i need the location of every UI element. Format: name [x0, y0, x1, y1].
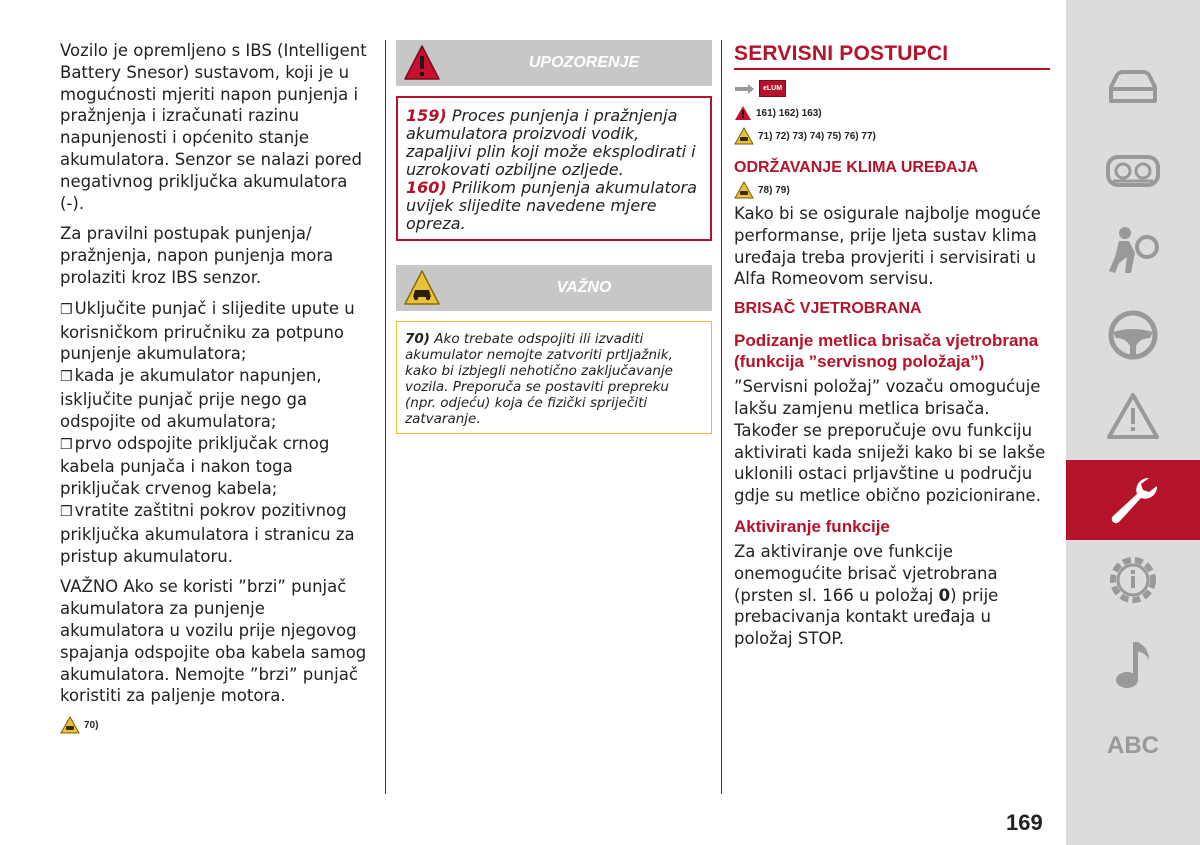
warning-panel-header [396, 40, 712, 86]
checkbox-bullet-icon: ❒ [60, 369, 73, 386]
warning-title: UPOZORENJE [528, 54, 640, 71]
important-references[interactable]: 71) 72) 73) 74) 75) 76) 77) [734, 127, 1050, 145]
important-item: 70) Ako trebate odspojiti ili izvaditi akumulator nemojte zatvoriti prtljažnik, kako bi izbjegli nehotično zaključavanje vozila. Preporuča se postaviti prepreku (npr. odjeću) koja će fizički spriječiti zatvaranje. [405, 331, 673, 427]
list-item: ❒ kada je akumulator napunjen, isključite punjač prije nego ga odspojite od akumulatora; [60, 366, 322, 431]
index-abc-link[interactable]: ABC [1107, 732, 1159, 759]
column-middle [396, 40, 712, 434]
warning-references[interactable]: 161) 162) 163) [734, 105, 1050, 121]
wrench-icon[interactable] [1066, 460, 1200, 540]
charging-paragraph: Za pravilni postupak punjenja/ pražnjenja, napon punjenja mora prolaziti kroz IBS senzor. [60, 224, 334, 287]
heading-brisac: BRISAČ VJETROBRANA [734, 300, 922, 318]
list-item: ❒ prvo odspojite priključak crnog kabela punjača i nakon toga priključak crvenog kabela; [60, 433, 330, 499]
bullet-list [60, 298, 372, 568]
hand-pointer-icon [734, 82, 756, 96]
chapter-sidebar [1066, 0, 1200, 845]
music-note-icon[interactable] [1066, 624, 1200, 704]
important-paragraph: VAŽNO Ako se koristi ”brzi” punjač akumulatora za punjenje akumulatora u vozilu prije njegovog spajanja odspojite oba kabela samog akumulatora. Nemojte ”brzi” punjač koristiti za paljenje motora. [60, 577, 367, 706]
warning-box [396, 96, 712, 241]
heading-klima: ODRŽAVANJE KLIMA UREĐAJA [734, 159, 979, 176]
warning-triangle-icon[interactable] [1066, 376, 1200, 456]
heading-aktiviranje: Aktiviranje funkcije [734, 516, 890, 536]
ibs-paragraph: Vozilo je opremljeno s IBS (Intelligent Battery Snesor) sustavom, koji je u mogućnosti mjeriti napon punjenja i pražnjenja i izračunati razinu napunjenosti i općenito stanje akumulatora. Senzor se nalazi pored negativnog priključka akumulatora (-). [60, 41, 367, 213]
klima-text: Kako bi se osigurale najbolje moguće performanse, prije ljeta sustav klima uređaja treba provjeriti i servisirati u Alfa Romeovom servisu. [734, 204, 1041, 289]
checkbox-bullet-icon: ❒ [60, 436, 73, 453]
steering-wheel-icon[interactable] [1066, 295, 1200, 375]
warning-item: 160) Prilikom punjenja akumulatora uvijek slijedite navedene mjere opreza. [406, 178, 697, 233]
car-icon[interactable] [1066, 47, 1200, 127]
info-gear-icon[interactable] [1066, 540, 1200, 620]
important-box [396, 321, 712, 434]
important-car-icon [60, 716, 80, 734]
important-title: VAŽNO [556, 279, 612, 296]
elum-badge: eLUM [759, 80, 786, 97]
important-panel-header [396, 265, 712, 311]
dashboard-icon[interactable] [1066, 131, 1200, 211]
important-reference[interactable]: 70) [60, 716, 372, 734]
column-right [734, 40, 1050, 659]
column-left [60, 40, 372, 734]
klima-references[interactable]: 78) 79) [734, 181, 1050, 199]
airbag-icon[interactable] [1066, 211, 1200, 291]
list-item: ❒ vratite zaštitni pokrov pozitivnog priključka akumulatora i stranicu za pristup akumulatoru. [60, 500, 355, 566]
warning-icon [734, 105, 752, 121]
important-car-icon [734, 181, 754, 199]
checkbox-bullet-icon: ❒ [60, 301, 73, 318]
section-title: SERVISNI POSTUPCI [734, 42, 1050, 70]
elum-indicator [734, 80, 1050, 97]
page-number: 169 [1006, 810, 1043, 835]
column-divider [385, 40, 386, 794]
aktiviranje-text: Za aktiviranje ove funkcije onemogućite brisač vjetrobrana (prsten sl. 166 u položaj 0) prije prebacivanja kontakt uređaja u položaj STOP. [734, 541, 999, 649]
podizanje-text: ”Servisni položaj” vozaču omogućuje lakšu zamjenu metlica brisača. Također se preporučuje ovu funkciju aktivirati kada sniježi kako bi se lakše uklonili ostaci prljavštine u području gdje su metlice obično pozicionirane. [734, 377, 1046, 506]
column-divider [721, 40, 722, 794]
heading-podizanje: Podizanje metlica brisača vjetrobrana (funkcija ”servisnog položaja”) [734, 331, 1039, 372]
list-item: ❒ Uključite punjač i slijedite upute u korisničkom priručniku za potpuno punjenje akumulatora; [60, 298, 355, 364]
checkbox-bullet-icon: ❒ [60, 503, 73, 520]
important-car-icon [734, 127, 754, 145]
warning-item: 159) Proces punjenja i pražnjenja akumulatora proizvodi vodik, zapaljivi plin koji može eksplodirati i uzrokovati ozbiljne ozljede. [406, 106, 696, 179]
